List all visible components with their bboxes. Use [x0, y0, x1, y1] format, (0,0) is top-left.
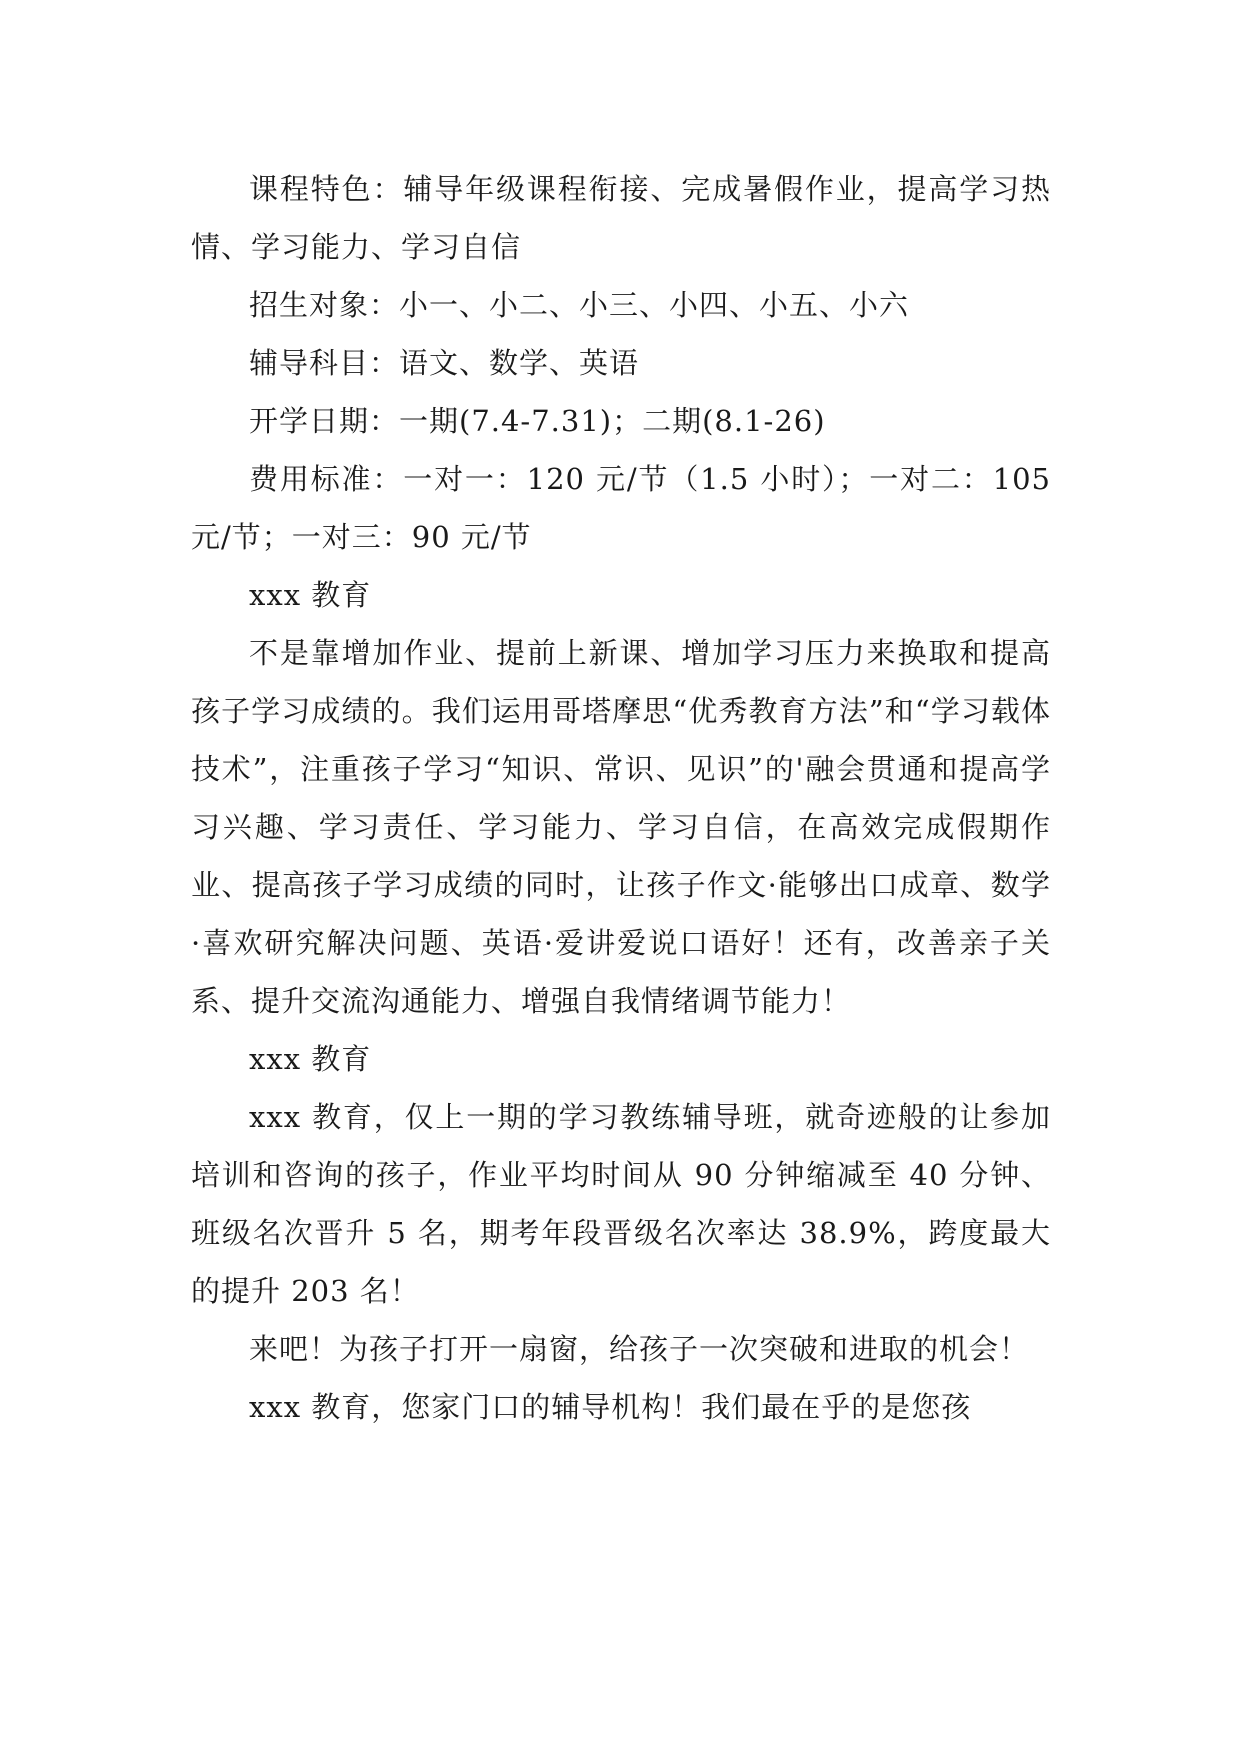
fee-standard-paragraph: 费用标准：一对一：120 元/节（1.5 小时）；一对二：105 元/节；一对三：90 元/节 — [191, 462, 1051, 554]
call-to-action-paragraph: 来吧！为孩子打开一扇窗，给孩子一次突破和进取的机会！ — [249, 1332, 1030, 1366]
enrollment-target-paragraph: 招生对象：小一、小二、小三、小四、小五、小六 — [249, 288, 910, 322]
teaching-philosophy-paragraph: 不是靠增加作业、提前上新课、增加学习压力来换取和提高孩子学习成绩的。我们运用哥塔摩思“优秀教育方法”和“学习载体技术”，注重孩子学习“知识、常识、见识”的'融会贯通和提高学习兴趣、学习责任、学习能力、学习自信，在高效完成假期作业、提高孩子学习成绩的同时，让孩子作文·能够出口成章、数学·喜欢研究解决问题、英语·爱讲爱说口语好！还有，改善亲子关系、提升交流沟通能力、增强自我情绪调节能力！ — [191, 636, 1051, 1018]
subjects-paragraph: 辅导科目：语文、数学、英语 — [249, 346, 640, 380]
document-body — [191, 160, 1051, 1436]
section-heading: xxx 教育 — [249, 1042, 372, 1076]
course-features-paragraph: 课程特色：辅导年级课程衔接、完成暑假作业，提高学习热情、学习能力、学习自信 — [191, 172, 1051, 264]
results-paragraph: xxx 教育，仅上一期的学习教练辅导班，就奇迹般的让参加培训和咨询的孩子，作业平均时间从 90 分钟缩减至 40 分钟、班级名次晋升 5 名，期考年段晋级名次率达 38.9%，跨度最大的提升 203 名！ — [191, 1100, 1051, 1308]
section-heading: xxx 教育 — [249, 578, 372, 612]
start-date-paragraph: 开学日期：一期(7.4-7.31)；二期(8.1-26) — [249, 404, 826, 438]
closing-paragraph: xxx 教育，您家门口的辅导机构！我们最在乎的是您孩 — [249, 1390, 972, 1424]
